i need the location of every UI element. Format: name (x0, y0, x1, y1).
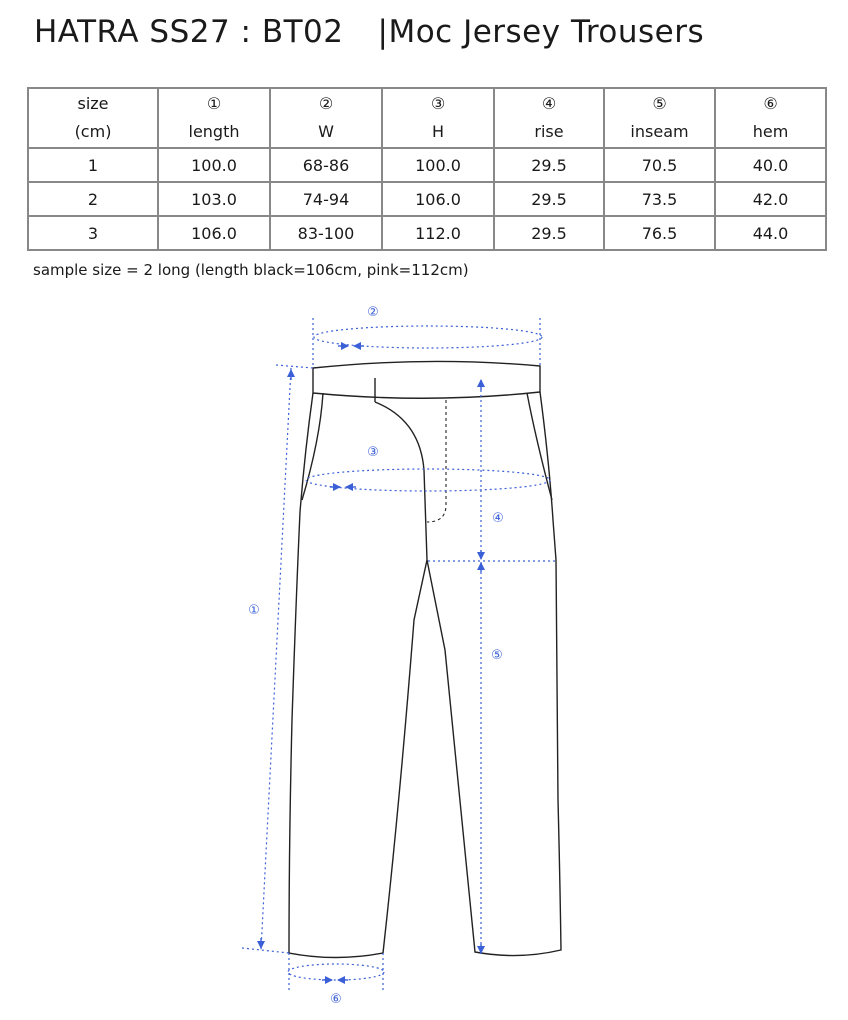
cell-inseam: 76.5 (604, 216, 715, 250)
cell-rise: 29.5 (494, 148, 604, 182)
length-top-extent (276, 365, 313, 368)
product-code: HATRA SS27 : BT02 (34, 14, 344, 50)
cell-waist: 68-86 (270, 148, 382, 182)
cell-length: 103.0 (158, 182, 270, 216)
cell-rise: 29.5 (494, 182, 604, 216)
cell-hip: 112.0 (382, 216, 494, 250)
cell-hem: 40.0 (715, 148, 826, 182)
cell-size: 1 (28, 148, 158, 182)
header-hem: ⑥ hem (715, 88, 826, 148)
cell-size: 3 (28, 216, 158, 250)
header-length: ① length (158, 88, 270, 148)
hem-guide (288, 964, 384, 980)
hem-label: ⑥ (330, 992, 342, 1007)
cell-hip: 100.0 (382, 148, 494, 182)
header-waist: ② W (270, 88, 382, 148)
fly-stitch (427, 400, 446, 522)
sample-size-note: sample size = 2 long (length black=106cm, pink=112cm) (33, 261, 469, 279)
right-leg-outline (427, 392, 561, 956)
cell-inseam: 73.5 (604, 182, 715, 216)
left-pocket (302, 393, 323, 500)
length-guide (261, 368, 291, 950)
length-bottom-extent (242, 948, 289, 953)
length-label: ① (248, 603, 260, 618)
rise-label: ④ (492, 511, 504, 526)
cell-hem: 42.0 (715, 182, 826, 216)
cell-waist: 83-100 (270, 216, 382, 250)
waist-label: ② (367, 305, 379, 320)
cell-size: 2 (28, 182, 158, 216)
waist-guide (314, 326, 542, 348)
cell-inseam: 70.5 (604, 148, 715, 182)
header-size: size (cm) (28, 88, 158, 148)
cell-hem: 44.0 (715, 216, 826, 250)
cell-length: 106.0 (158, 216, 270, 250)
cell-waist: 74-94 (270, 182, 382, 216)
cell-rise: 29.5 (494, 216, 604, 250)
waistband (313, 361, 540, 398)
hip-label: ③ (367, 445, 379, 460)
header-rise: ④ rise (494, 88, 604, 148)
inseam-label: ⑤ (491, 648, 503, 663)
hip-guide (306, 469, 550, 491)
header-hip: ③ H (382, 88, 494, 148)
title-separator: | (377, 14, 389, 50)
cell-length: 100.0 (158, 148, 270, 182)
cell-hip: 106.0 (382, 182, 494, 216)
product-name: Moc Jersey Trousers (388, 14, 705, 50)
header-inseam: ⑤ inseam (604, 88, 715, 148)
front-crotch-curve (375, 402, 427, 560)
trousers-outline (289, 361, 561, 957)
